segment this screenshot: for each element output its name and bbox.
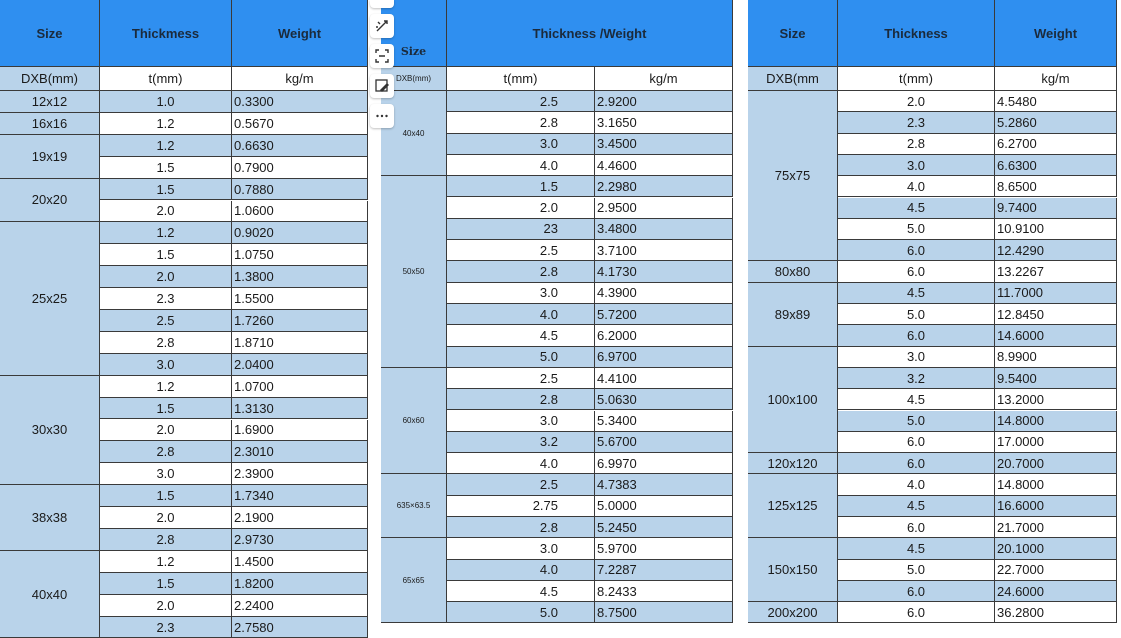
thickness-cell: 3.0 <box>100 463 232 485</box>
size-cell: 200x200 <box>748 602 838 623</box>
thickness-cell: 2.8 <box>447 261 595 282</box>
thickness-cell: 5.0 <box>838 560 995 581</box>
thickness-cell: 4.0 <box>838 474 995 495</box>
thickness-cell: 2.8 <box>447 389 595 410</box>
header-size: Size <box>381 0 447 67</box>
size-cell: 125x125 <box>748 474 838 538</box>
thickness-cell: 2.5 <box>447 240 595 261</box>
thickness-cell: 2.0 <box>100 201 232 223</box>
unit-thickness: t(mm) <box>838 67 995 91</box>
scan-icon <box>374 48 390 64</box>
weight-cell: 2.7580 <box>232 617 368 638</box>
thickness-cell: 2.8 <box>100 332 232 354</box>
unit-weight: kg/m <box>595 67 733 91</box>
weight-cell: 1.0600 <box>232 201 368 223</box>
size-cell: 19x19 <box>0 135 100 179</box>
weight-cell: 6.9700 <box>595 347 733 368</box>
size-cell: 150x150 <box>748 538 838 602</box>
thickness-cell: 2.3 <box>100 288 232 310</box>
size-cell: 40x40 <box>0 551 100 638</box>
thickness-cell: 2.8 <box>100 529 232 551</box>
size-cell: 120x120 <box>748 453 838 474</box>
header-size: Size <box>0 0 100 67</box>
weight-cell: 24.6000 <box>995 581 1117 602</box>
thickness-cell: 2.0 <box>838 91 995 112</box>
weight-cell: 5.0000 <box>595 496 733 517</box>
weight-cell: 13.2267 <box>995 261 1117 282</box>
size-cell: 65x65 <box>381 538 447 623</box>
weight-cell: 2.9200 <box>595 91 733 112</box>
weight-cell: 9.5400 <box>995 368 1117 389</box>
thickness-cell: 2.8 <box>447 112 595 133</box>
thickness-cell: 5.0 <box>447 602 595 623</box>
weight-cell: 6.2000 <box>595 325 733 346</box>
weight-cell: 10.9100 <box>995 219 1117 240</box>
thickness-cell: 2.0 <box>447 198 595 219</box>
weight-cell: 1.4500 <box>232 551 368 573</box>
thickness-cell: 3.0 <box>838 155 995 176</box>
magic-tools-icon <box>374 18 390 34</box>
weight-cell: 4.4100 <box>595 368 733 389</box>
thickness-cell: 3.0 <box>447 538 595 559</box>
header-thickness-weight: Thickness /Weight <box>447 0 733 67</box>
thickness-cell: 1.2 <box>100 135 232 157</box>
weight-cell: 2.0400 <box>232 354 368 376</box>
weight-cell: 0.7900 <box>232 157 368 179</box>
thickness-cell: 2.75 <box>447 496 595 517</box>
unit-thickness: t(mm) <box>100 67 232 91</box>
weight-cell: 6.9970 <box>595 453 733 474</box>
thickness-cell: 3.0 <box>447 411 595 432</box>
weight-cell: 3.4800 <box>595 219 733 240</box>
weight-cell: 11.7000 <box>995 283 1117 304</box>
thickness-cell: 3.0 <box>838 347 995 368</box>
size-cell: 89x89 <box>748 283 838 347</box>
thickness-cell: 5.0 <box>447 347 595 368</box>
weight-cell: 0.9020 <box>232 222 368 244</box>
thickness-cell: 6.0 <box>838 261 995 282</box>
thickness-cell: 2.5 <box>100 310 232 332</box>
unit-size: DXB(mm <box>748 67 838 91</box>
weight-cell: 1.7340 <box>232 485 368 507</box>
weight-cell: 12.8450 <box>995 304 1117 325</box>
thickness-cell: 5.0 <box>838 219 995 240</box>
crop-tool-button[interactable] <box>370 0 394 8</box>
thickness-cell: 6.0 <box>838 432 995 453</box>
size-cell: 40x40 <box>381 91 447 176</box>
thickness-cell: 1.2 <box>100 376 232 398</box>
thickness-cell: 4.0 <box>447 560 595 581</box>
thickness-cell: 2.0 <box>100 420 232 442</box>
thickness-cell: 1.5 <box>100 398 232 420</box>
thickness-cell: 2.8 <box>838 134 995 155</box>
weight-cell: 8.9900 <box>995 347 1117 368</box>
thickness-cell: 3.2 <box>447 432 595 453</box>
weight-cell: 8.2433 <box>595 581 733 602</box>
weight-cell: 8.6500 <box>995 176 1117 197</box>
thickness-cell: 2.8 <box>100 441 232 463</box>
thickness-cell: 4.0 <box>838 176 995 197</box>
header-thickness: Thickness <box>838 0 995 67</box>
size-cell: 100x100 <box>748 347 838 454</box>
thickness-cell: 6.0 <box>838 325 995 346</box>
weight-cell: 0.6630 <box>232 135 368 157</box>
thickness-cell: 6.0 <box>838 453 995 474</box>
magic-tools-button[interactable] <box>370 14 394 38</box>
weight-cell: 6.6300 <box>995 155 1117 176</box>
thickness-cell: 23 <box>447 219 595 240</box>
size-cell: 60x60 <box>381 368 447 475</box>
thickness-cell: 1.0 <box>100 91 232 113</box>
weight-cell: 8.7500 <box>595 602 733 623</box>
weight-cell: 20.1000 <box>995 538 1117 559</box>
header-thickness: Thickmess <box>100 0 232 67</box>
thickness-cell: 4.0 <box>447 304 595 325</box>
header-weight: Weight <box>232 0 368 67</box>
more-icon <box>374 108 390 124</box>
more-button[interactable] <box>370 104 394 128</box>
thickness-cell: 1.5 <box>100 179 232 201</box>
thickness-cell: 6.0 <box>838 602 995 623</box>
weight-cell: 5.3400 <box>595 411 733 432</box>
unit-thickness: t(mm) <box>447 67 595 91</box>
weight-cell: 5.7200 <box>595 304 733 325</box>
weight-cell: 5.9700 <box>595 538 733 559</box>
weight-cell: 14.8000 <box>995 411 1117 432</box>
weight-cell: 4.4600 <box>595 155 733 176</box>
weight-cell: 2.2980 <box>595 176 733 197</box>
weight-cell: 1.8710 <box>232 332 368 354</box>
size-cell: 75x75 <box>748 91 838 261</box>
thickness-cell: 6.0 <box>838 517 995 538</box>
header-weight: Weight <box>995 0 1117 67</box>
weight-cell: 20.7000 <box>995 453 1117 474</box>
thickness-cell: 4.5 <box>447 581 595 602</box>
thickness-cell: 3.0 <box>100 354 232 376</box>
thickness-cell: 4.5 <box>447 325 595 346</box>
thickness-cell: 2.3 <box>838 112 995 133</box>
weight-cell: 1.5500 <box>232 288 368 310</box>
weight-cell: 1.0700 <box>232 376 368 398</box>
thickness-cell: 1.2 <box>100 222 232 244</box>
thickness-cell: 2.8 <box>447 517 595 538</box>
weight-cell: 14.8000 <box>995 474 1117 495</box>
weight-cell: 5.6700 <box>595 432 733 453</box>
thickness-cell: 3.0 <box>447 134 595 155</box>
unit-weight: kg/m <box>995 67 1117 91</box>
weight-cell: 1.6900 <box>232 420 368 442</box>
weight-cell: 2.9730 <box>232 529 368 551</box>
floating-toolbar <box>369 0 395 160</box>
thickness-cell: 6.0 <box>838 240 995 261</box>
weight-cell: 5.2450 <box>595 517 733 538</box>
size-cell: 20x20 <box>0 179 100 223</box>
thickness-cell: 2.5 <box>447 91 595 112</box>
size-cell: 30x30 <box>0 376 100 486</box>
weight-cell: 2.1900 <box>232 507 368 529</box>
thickness-cell: 5.0 <box>838 304 995 325</box>
weight-cell: 6.2700 <box>995 134 1117 155</box>
weight-cell: 4.5480 <box>995 91 1117 112</box>
thickness-cell: 2.0 <box>100 595 232 617</box>
weight-cell: 1.3800 <box>232 266 368 288</box>
weight-cell: 1.8200 <box>232 573 368 595</box>
edit-image-button[interactable] <box>370 74 394 98</box>
thickness-cell: 2.5 <box>447 368 595 389</box>
scan-button[interactable] <box>370 44 394 68</box>
thickness-cell: 2.0 <box>100 266 232 288</box>
weight-cell: 0.3300 <box>232 91 368 113</box>
weight-cell: 3.7100 <box>595 240 733 261</box>
size-cell: 50x50 <box>381 176 447 368</box>
thickness-cell: 2.5 <box>447 474 595 495</box>
weight-cell: 5.0630 <box>595 389 733 410</box>
thickness-cell: 5.0 <box>838 411 995 432</box>
size-cell: 38x38 <box>0 485 100 551</box>
weight-cell: 21.7000 <box>995 517 1117 538</box>
weight-cell: 4.7383 <box>595 474 733 495</box>
thickness-cell: 2.0 <box>100 507 232 529</box>
weight-cell: 3.1650 <box>595 112 733 133</box>
size-cell: 25x25 <box>0 222 100 375</box>
weight-cell: 9.7400 <box>995 198 1117 219</box>
size-cell: 16x16 <box>0 113 100 135</box>
thickness-cell: 2.3 <box>100 617 232 638</box>
unit-size: DXB(mm) <box>381 67 447 91</box>
weight-cell: 1.3130 <box>232 398 368 420</box>
weight-cell: 1.0750 <box>232 244 368 266</box>
thickness-cell: 4.0 <box>447 453 595 474</box>
thickness-cell: 3.2 <box>838 368 995 389</box>
weight-cell: 4.1730 <box>595 261 733 282</box>
weight-cell: 14.6000 <box>995 325 1117 346</box>
weight-cell: 2.2400 <box>232 595 368 617</box>
weight-cell: 12.4290 <box>995 240 1117 261</box>
weight-cell: 1.7260 <box>232 310 368 332</box>
unit-weight: kg/m <box>232 67 368 91</box>
weight-cell: 5.2860 <box>995 112 1117 133</box>
thickness-cell: 4.5 <box>838 198 995 219</box>
weight-cell: 3.4500 <box>595 134 733 155</box>
weight-cell: 7.2287 <box>595 560 733 581</box>
thickness-cell: 1.2 <box>100 113 232 135</box>
unit-size: DXB(mm) <box>0 67 100 91</box>
thickness-cell: 4.5 <box>838 389 995 410</box>
thickness-cell: 1.5 <box>100 244 232 266</box>
thickness-cell: 4.5 <box>838 538 995 559</box>
thickness-cell: 4.5 <box>838 496 995 517</box>
size-cell: 80x80 <box>748 261 838 282</box>
thickness-cell: 4.5 <box>838 283 995 304</box>
thickness-cell: 3.0 <box>447 283 595 304</box>
thickness-cell: 1.5 <box>447 176 595 197</box>
weight-cell: 0.7880 <box>232 179 368 201</box>
weight-cell: 2.9500 <box>595 198 733 219</box>
thickness-cell: 1.5 <box>100 485 232 507</box>
weight-cell: 4.3900 <box>595 283 733 304</box>
weight-cell: 0.5670 <box>232 113 368 135</box>
thickness-cell: 1.5 <box>100 573 232 595</box>
thickness-cell: 6.0 <box>838 581 995 602</box>
weight-cell: 36.2800 <box>995 602 1117 623</box>
weight-cell: 22.7000 <box>995 560 1117 581</box>
size-cell: 635×63.5 <box>381 474 447 538</box>
header-size: Size <box>748 0 838 67</box>
weight-cell: 2.3010 <box>232 441 368 463</box>
thickness-cell: 1.5 <box>100 157 232 179</box>
thickness-cell: 4.0 <box>447 155 595 176</box>
edit-image-icon <box>374 78 390 94</box>
weight-cell: 2.3900 <box>232 463 368 485</box>
weight-cell: 13.2000 <box>995 389 1117 410</box>
weight-cell: 16.6000 <box>995 496 1117 517</box>
weight-cell: 17.0000 <box>995 432 1117 453</box>
thickness-cell: 1.2 <box>100 551 232 573</box>
size-cell: 12x12 <box>0 91 100 113</box>
